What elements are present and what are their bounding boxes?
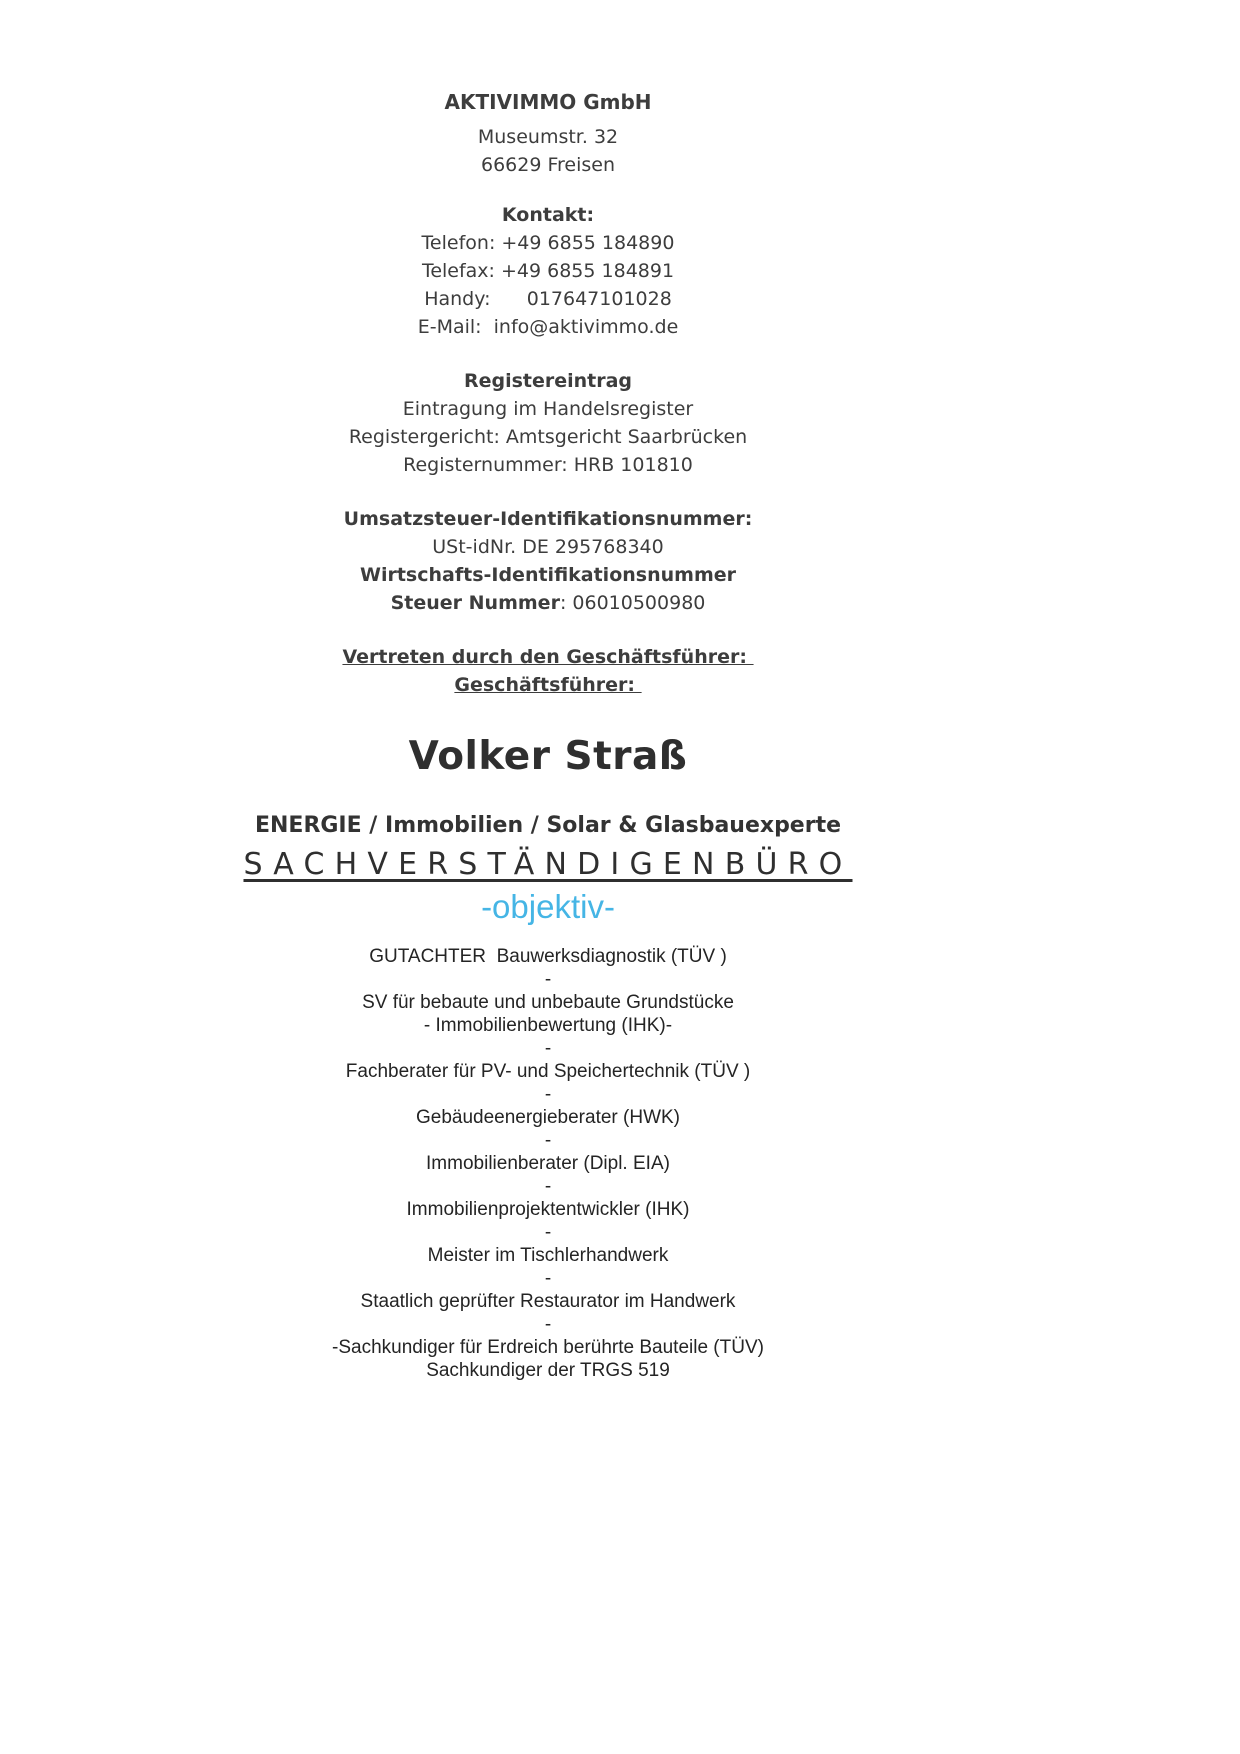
contact-block <box>0 201 1096 341</box>
representation-line-2: Geschäftsführer: <box>454 674 642 696</box>
company-address-line: 66629 Freisen <box>480 154 616 176</box>
qualification-line: Meister im Tischlerhandwerk <box>427 1245 669 1266</box>
qualification-line: Sachkundiger der TRGS 519 <box>426 1360 670 1381</box>
qualification-line: Staatlich geprüfter Restaurator im Handwerk <box>360 1291 736 1312</box>
qualification-line: - <box>544 1084 552 1105</box>
qualification-line: Immobilienprojektentwickler (IHK) <box>406 1199 690 1220</box>
representation-line-1: Vertreten durch den Geschäftsführer: <box>342 646 754 668</box>
contact-heading: Kontakt: <box>501 204 595 226</box>
contact-line: Telefon: +49 6855 184890 <box>421 232 675 254</box>
qualification-line: - <box>544 1176 552 1197</box>
register-heading: Registereintrag <box>463 370 633 392</box>
qualification-line: Gebäudeenergieberater (HWK) <box>415 1107 681 1128</box>
qualification-line: -Sachkundiger für Erdreich berührte Bauteile (TÜV) <box>332 1337 764 1358</box>
steuer-line <box>0 589 1096 617</box>
person-name: Volker Straß <box>408 734 688 779</box>
office-motto: -objektiv- <box>481 888 615 925</box>
representation-block <box>0 643 1096 699</box>
wirtschafts-heading: Wirtschafts-Identifikationsnummer <box>360 564 736 586</box>
qualification-line: - <box>544 1222 552 1243</box>
vat-value: USt-idNr. DE 295768340 <box>432 536 664 558</box>
qualification-line: - <box>544 969 552 990</box>
qualification-line: - Immobilienbewertung (IHK)- <box>423 1015 673 1036</box>
qualification-line: - <box>544 1314 552 1335</box>
contact-line: Telefax: +49 6855 184891 <box>421 260 675 282</box>
register-lines <box>0 395 1096 479</box>
register-line: Registergericht: Amtsgericht Saarbrücken <box>348 426 748 448</box>
contact-line: Handy: 017647101028 <box>424 288 672 310</box>
company-address <box>0 123 1096 179</box>
qualification-line: GUTACHTER Bauwerksdiagnostik (TÜV ) <box>369 946 727 967</box>
contact-lines <box>0 229 1096 341</box>
contact-line: E-Mail: info@aktivimmo.de <box>417 316 679 338</box>
qualification-line: Immobilienberater (Dipl. EIA) <box>426 1153 670 1174</box>
company-name: AKTIVIMMO GmbH <box>444 90 652 114</box>
steuer-value: : 06010500980 <box>559 592 706 614</box>
qualifications-list <box>0 945 1096 1382</box>
tax-block <box>0 505 1096 617</box>
qualification-line: - <box>544 1268 552 1289</box>
qualification-line: - <box>544 1038 552 1059</box>
qualification-line: Fachberater für PV- und Speichertechnik (TÜV ) <box>345 1061 751 1082</box>
qualification-line: SV für bebaute und unbebaute Grundstücke <box>362 992 734 1013</box>
company-address-line: Museumstr. 32 <box>477 126 619 148</box>
vat-heading: Umsatzsteuer-Identifikationsnummer: <box>343 508 753 530</box>
register-line: Registernummer: HRB 101810 <box>403 454 693 476</box>
steuer-label: Steuer Nummer <box>390 592 560 614</box>
company-block <box>0 88 1096 179</box>
register-block <box>0 367 1096 479</box>
qualification-line: - <box>544 1130 552 1151</box>
expert-title: ENERGIE / Immobilien / Solar & Glasbauexperte <box>254 813 842 838</box>
register-line: Eintragung im Handelsregister <box>402 398 694 420</box>
office-title: SACHVERSTÄNDIGENBÜRO <box>243 847 853 882</box>
